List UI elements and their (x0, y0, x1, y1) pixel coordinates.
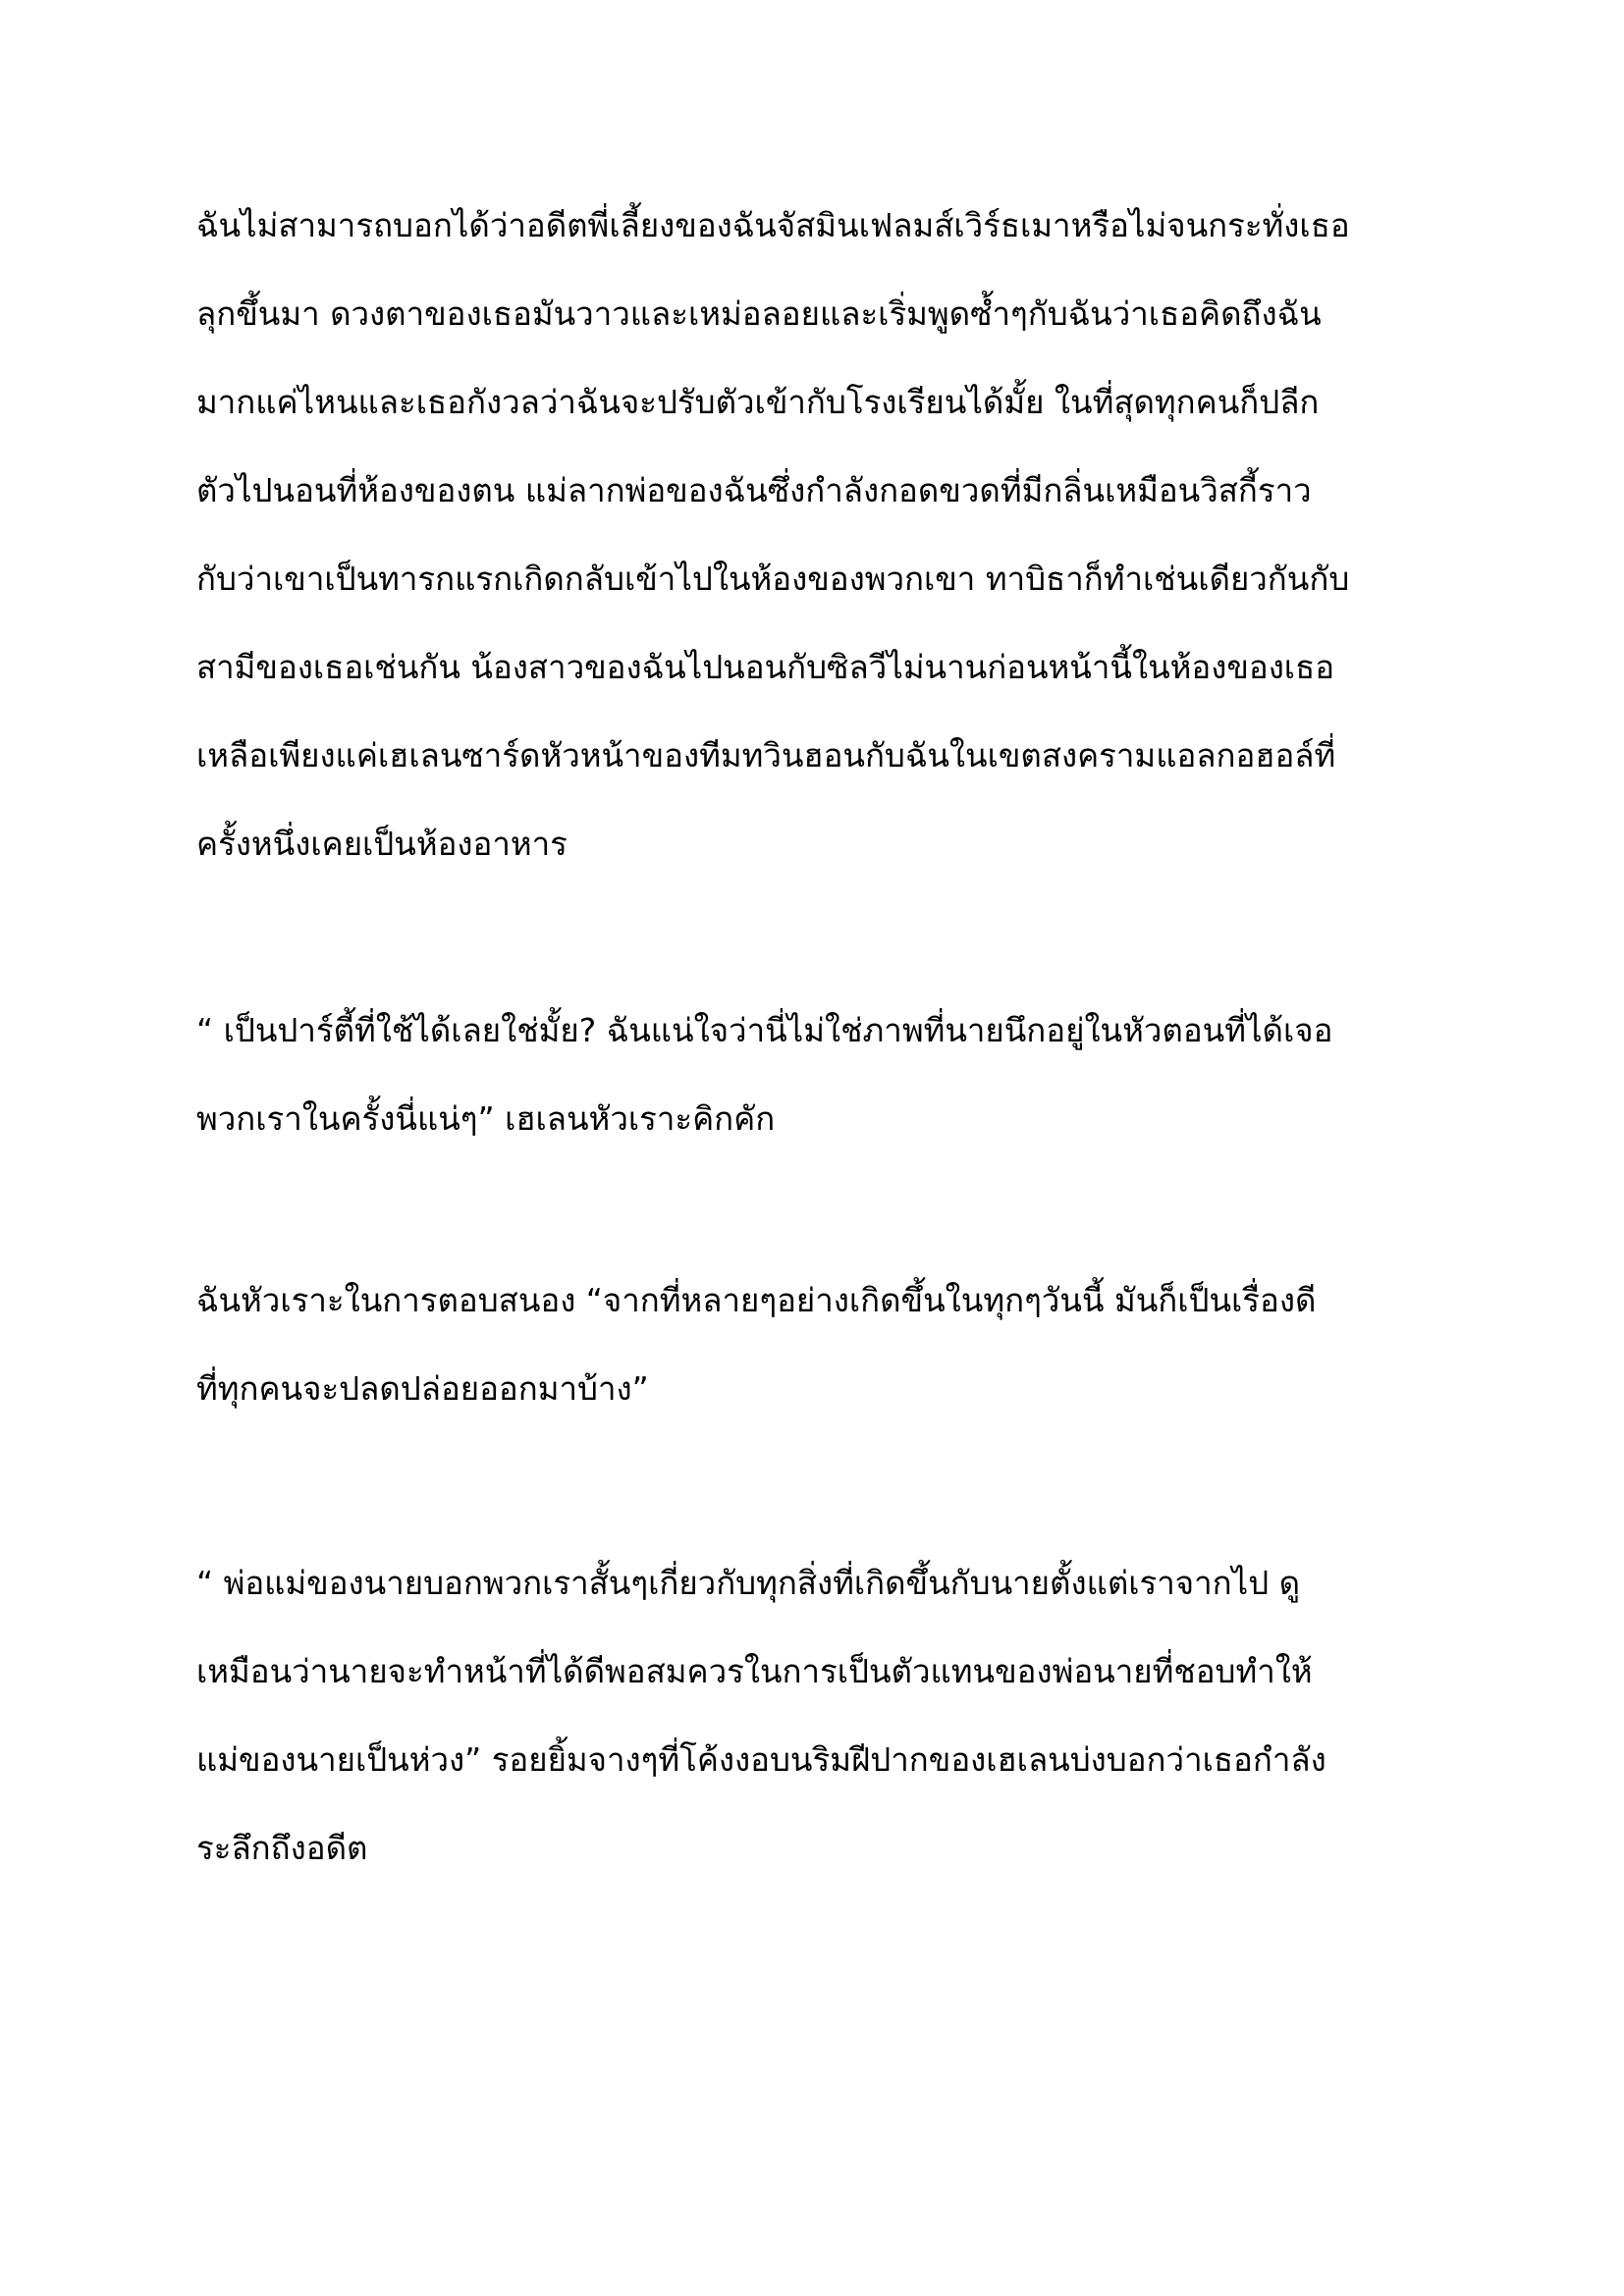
text-line: ลุกขึ้นมา ดวงตาของเธอมันวาวและเหม่อลอยและเริ่มพูดซ้ำๆกับฉันว่าเธอคิดถึงฉัน (196, 294, 1322, 333)
text-line: เหลือเพียงแค่เฮเลนซาร์ดหัวหน้าของทีมทวินฮอนกับฉันในเขตสงครามแอลกอฮอล์ที่ (196, 736, 1336, 774)
text-line: ฉันไม่สามารถบอกได้ว่าอดีตพี่เลี้ยงของฉันจัสมินเฟลมส์เวิร์ธเมาหรือไม่จนกระทั่งเธอ (196, 206, 1350, 244)
paragraph-4 (196, 1559, 1443, 1873)
text-line: มากแค่ไหนและเธอกังวลว่าฉันจะปรับตัวเข้ากับโรงเรียนได้มั้ย ในที่สุดทุกคนก็ปลีก (196, 383, 1320, 421)
paragraph-1 (196, 201, 1443, 869)
text-line: ระลึกถึงอดีต (196, 1829, 368, 1867)
text-line: แม่ของนายเป็นห่วง” รอยยิ้มจางๆที่โค้งงอบนริมฝีปากของเฮเลนบ่งบอกว่าเธอกำลัง (196, 1740, 1326, 1779)
text-line: ฉันหัวเราะในการตอบสนอง “จากที่หลายๆอย่างเกิดขึ้นในทุกๆวันนี้ มันก็เป็นเรื่องดี (196, 1281, 1317, 1319)
text-line: เหมือนว่านายจะทำหน้าที่ได้ดีพอสมควรในการเป็นตัวแทนของพ่อนายที่ชอบทำให้ (196, 1652, 1313, 1690)
paragraph-3 (196, 1276, 1443, 1414)
text-line: “ พ่อแม่ของนายบอกพวกเราสั้นๆเกี่ยวกับทุกสิ่งที่เกิดขึ้นกับนายตั้งแต่เราจากไป ดู (196, 1564, 1301, 1602)
paragraph-spacer (196, 908, 1443, 1006)
text-line: “ เป็นปาร์ตี้ที่ใช้ได้เลยใช่มั้ย? ฉันแน่ใจว่านี่ไม่ใช่ภาพที่นายนึกอยู่ในหัวตอนที่ได้เจอ (196, 1011, 1333, 1049)
text-line: ตัวไปนอนที่ห้องของตน แม่ลากพ่อของฉันซึ่งกำลังกอดขวดที่มีกลิ่นเหมือนวิสกี้ราว (196, 471, 1312, 509)
document-body (196, 201, 1443, 1912)
paragraph-spacer (196, 1453, 1443, 1559)
text-line: สามีของเธอเช่นกัน น้องสาวของฉันไปนอนกับซิลวีไม่นานก่อนหน้านี้ในห้องของเธอ (196, 648, 1335, 686)
text-line: พวกเราในครั้งนี่แน่ๆ” เฮเลนหัวเราะคิกคัก (196, 1099, 776, 1138)
text-line: ที่ทุกคนจะปลดปล่อยออกมาบ้าง” (196, 1369, 649, 1408)
text-line: กับว่าเขาเป็นทารกแรกเกิดกลับเข้าไปในห้องของพวกเขา ทาบิธาก็ทำเช่นเดียวกันกับ (196, 560, 1350, 598)
paragraph-2 (196, 1006, 1443, 1144)
paragraph-spacer (196, 1183, 1443, 1276)
text-line: ครั้งหนึ่งเคยเป็นห้องอาหาร (196, 825, 568, 863)
